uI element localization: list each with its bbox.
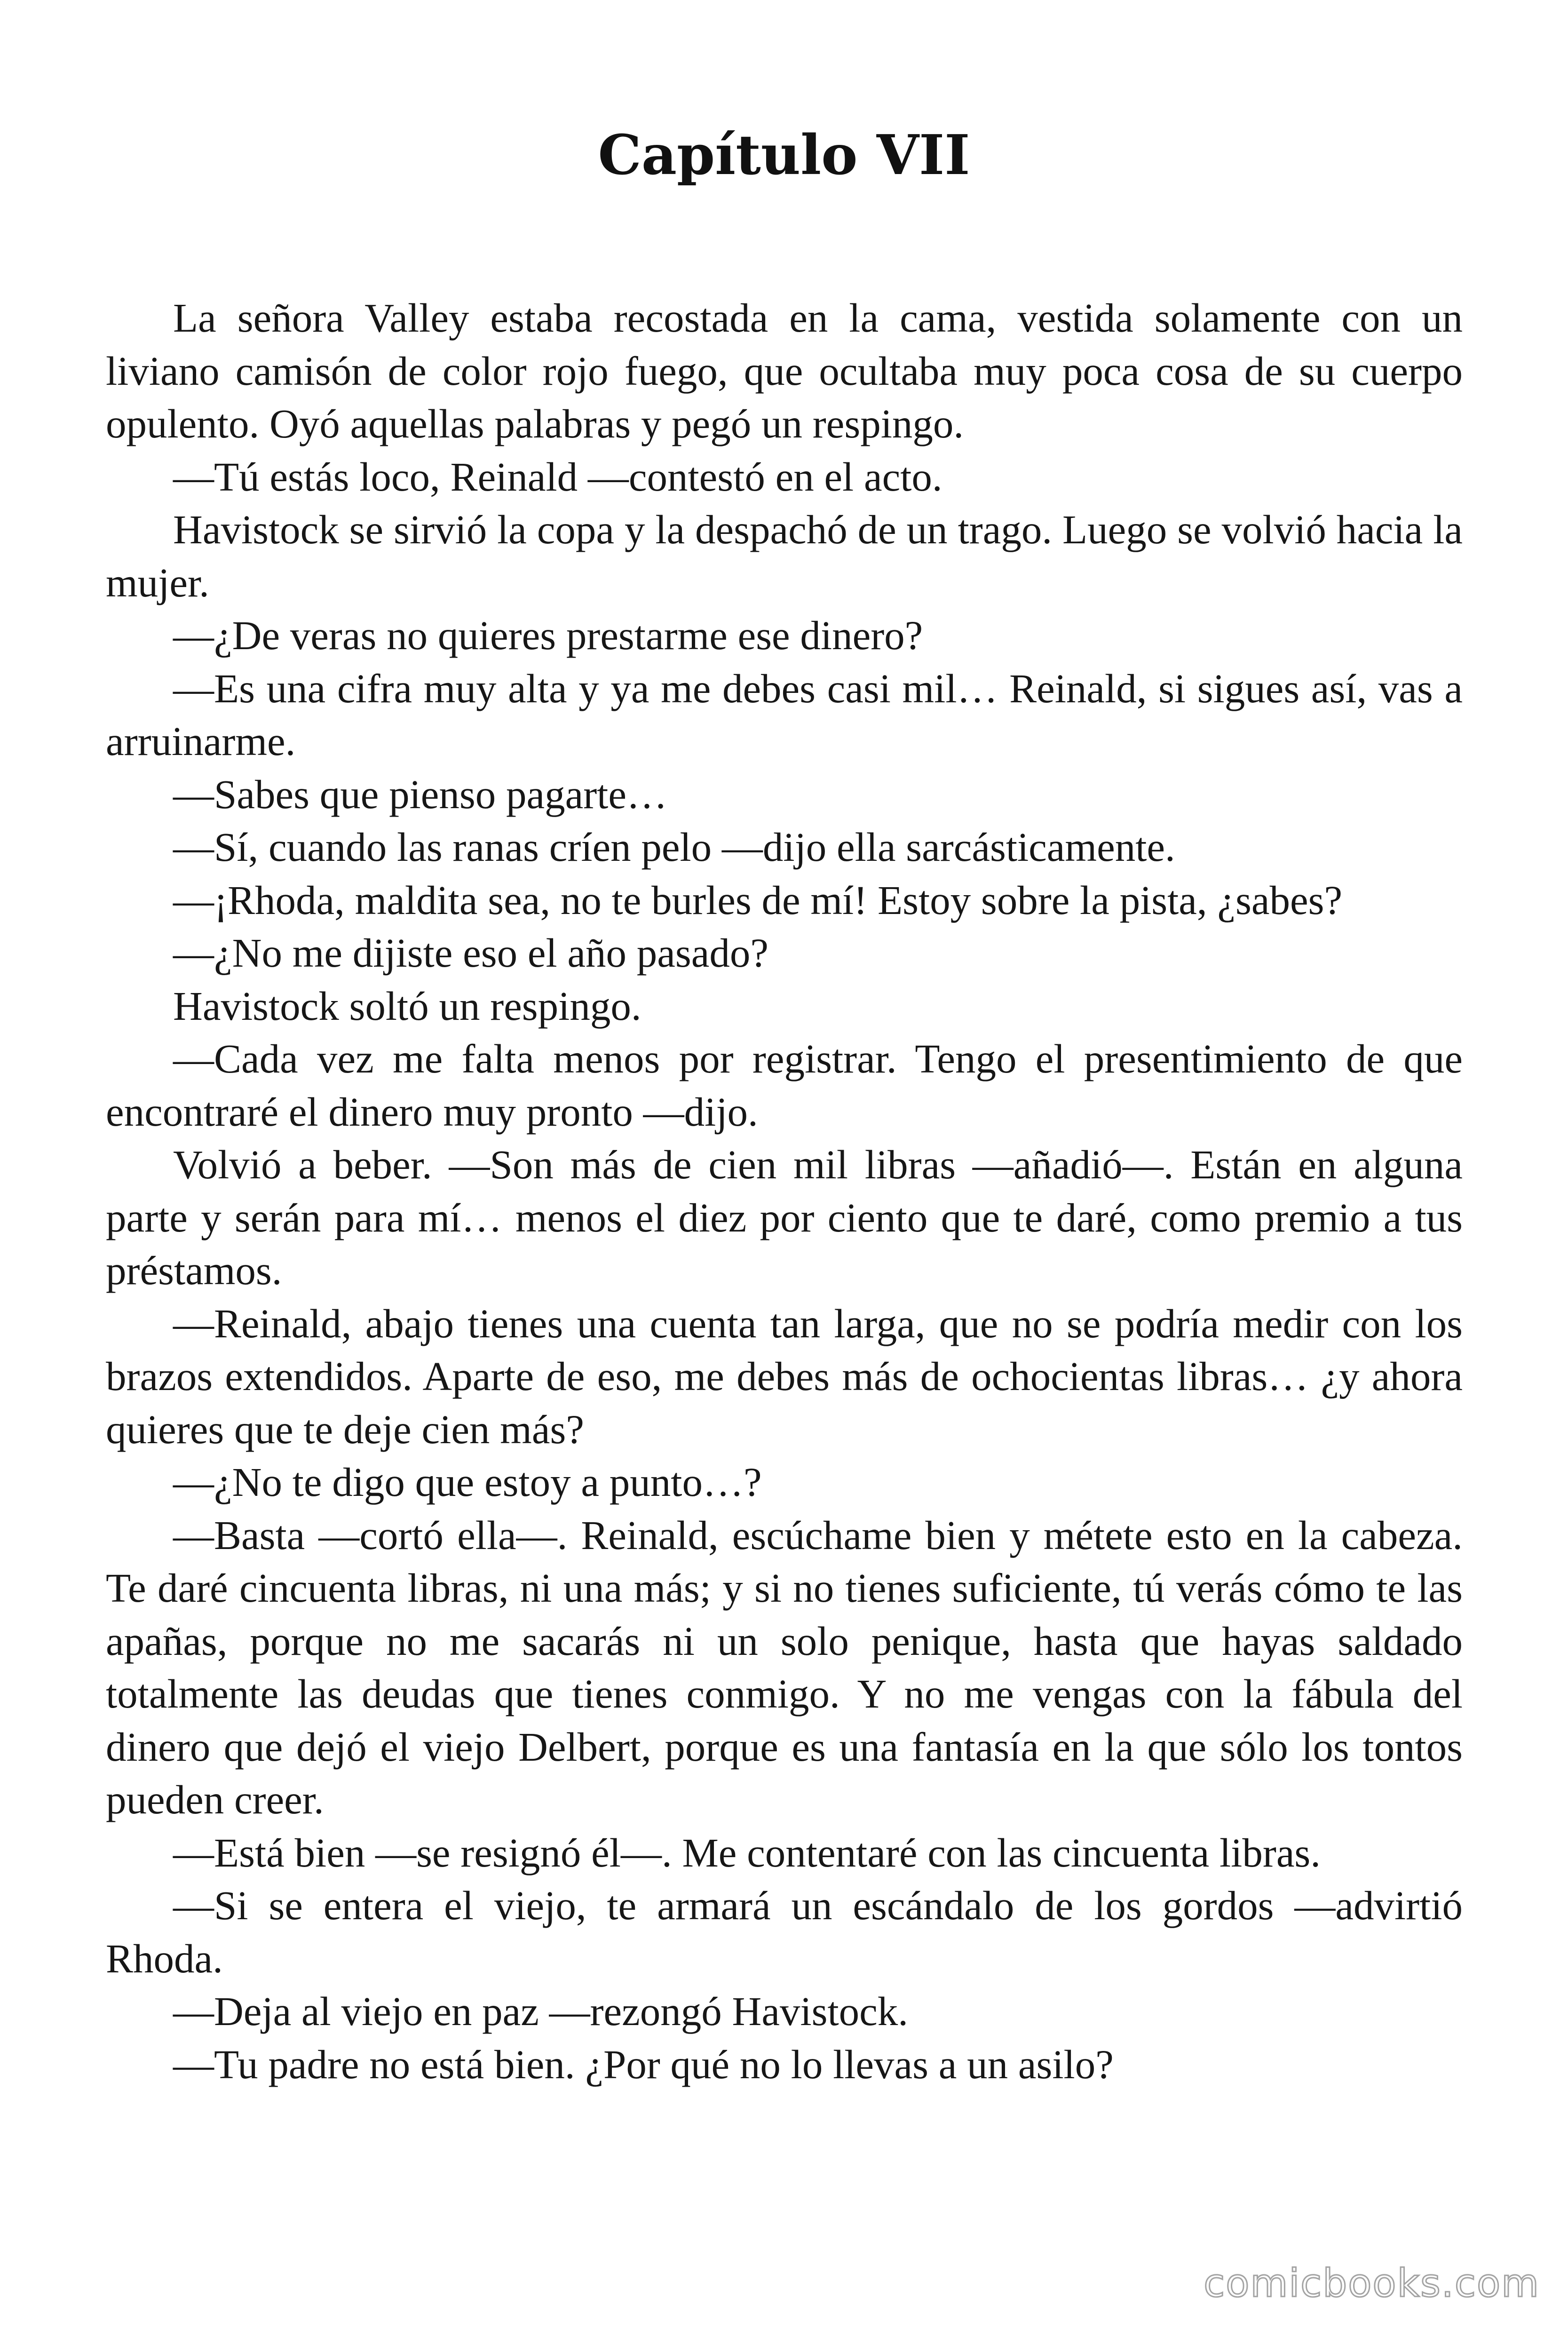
paragraph: —Cada vez me falta menos por registrar. Tengo el presentimiento de que encontraré el dinero muy pronto —dijo. — [106, 1036, 1463, 1135]
paragraph: —Sabes que pienso pagarte… — [173, 771, 667, 817]
paragraph: —Reinald, abajo tienes una cuenta tan larga, que no se podría medir con los brazos extendidos. Aparte de eso, me debes más de ochocientas libras… ¿y ahora quieres que te deje cien más? — [106, 1300, 1463, 1452]
paragraph: —Si se entera el viejo, te armará un escándalo de los gordos —advirtió Rhoda. — [106, 1883, 1463, 1981]
paragraph: —¡Rhoda, maldita sea, no te burles de mí! Estoy sobre la pista, ¿sabes? — [173, 877, 1343, 923]
paragraph: —Sí, cuando las ranas críen pelo —dijo ella sarcásticamente. — [173, 824, 1175, 870]
paragraph: —¿No te digo que estoy a punto…? — [173, 1459, 762, 1505]
paragraph: —¿No me dijiste eso el año pasado? — [173, 930, 768, 976]
chapter-body — [106, 292, 1463, 2091]
watermark-logo: comicbooks.com — [1204, 2261, 1540, 2306]
paragraph: Havistock soltó un respingo. — [173, 983, 641, 1029]
chapter-title: Capítulo VII — [598, 123, 970, 187]
paragraph: —¿De veras no quieres prestarme ese dinero? — [173, 612, 923, 658]
paragraph: —Basta —cortó ella—. Reinald, escúchame bien y métete esto en la cabeza. Te daré cincuenta libras, ni una más; y si no tienes suficiente, tú verás cómo te las apañas, porque no me sacarás ni un solo penique, hasta que hayas saldado totalmente las deudas que tienes conmigo. Y no me vengas con la fábula del dinero que dejó el viejo Delbert, porque es una fantasía en la que sólo los tontos pueden creer. — [106, 1512, 1463, 1822]
paragraph: —Deja al viejo en paz —rezongó Havistock. — [173, 1988, 909, 2034]
paragraph: —Es una cifra muy alta y ya me debes casi mil… Reinald, si sigues así, vas a arruinarme. — [106, 665, 1463, 764]
paragraph: —Está bien —se resignó él—. Me contentaré con las cincuenta libras. — [173, 1829, 1321, 1875]
paragraph: La señora Valley estaba recostada en la cama, vestida solamente con un liviano camisón de color rojo fuego, que ocultaba muy poca cosa de su cuerpo opulento. Oyó aquellas palabras y pegó un respingo. — [106, 295, 1463, 446]
paragraph: Havistock se sirvió la copa y la despachó de un trago. Luego se volvió hacia la mujer. — [106, 507, 1463, 605]
paragraph: —Tú estás loco, Reinald —contestó en el acto. — [173, 453, 942, 500]
paragraph: —Tu padre no está bien. ¿Por qué no lo llevas a un asilo? — [173, 2041, 1114, 2087]
paragraph: Volvió a beber. —Son más de cien mil libras —añadió—. Están en alguna parte y serán para mí… menos el diez por ciento que te daré, como premio a tus préstamos. — [106, 1142, 1463, 1293]
